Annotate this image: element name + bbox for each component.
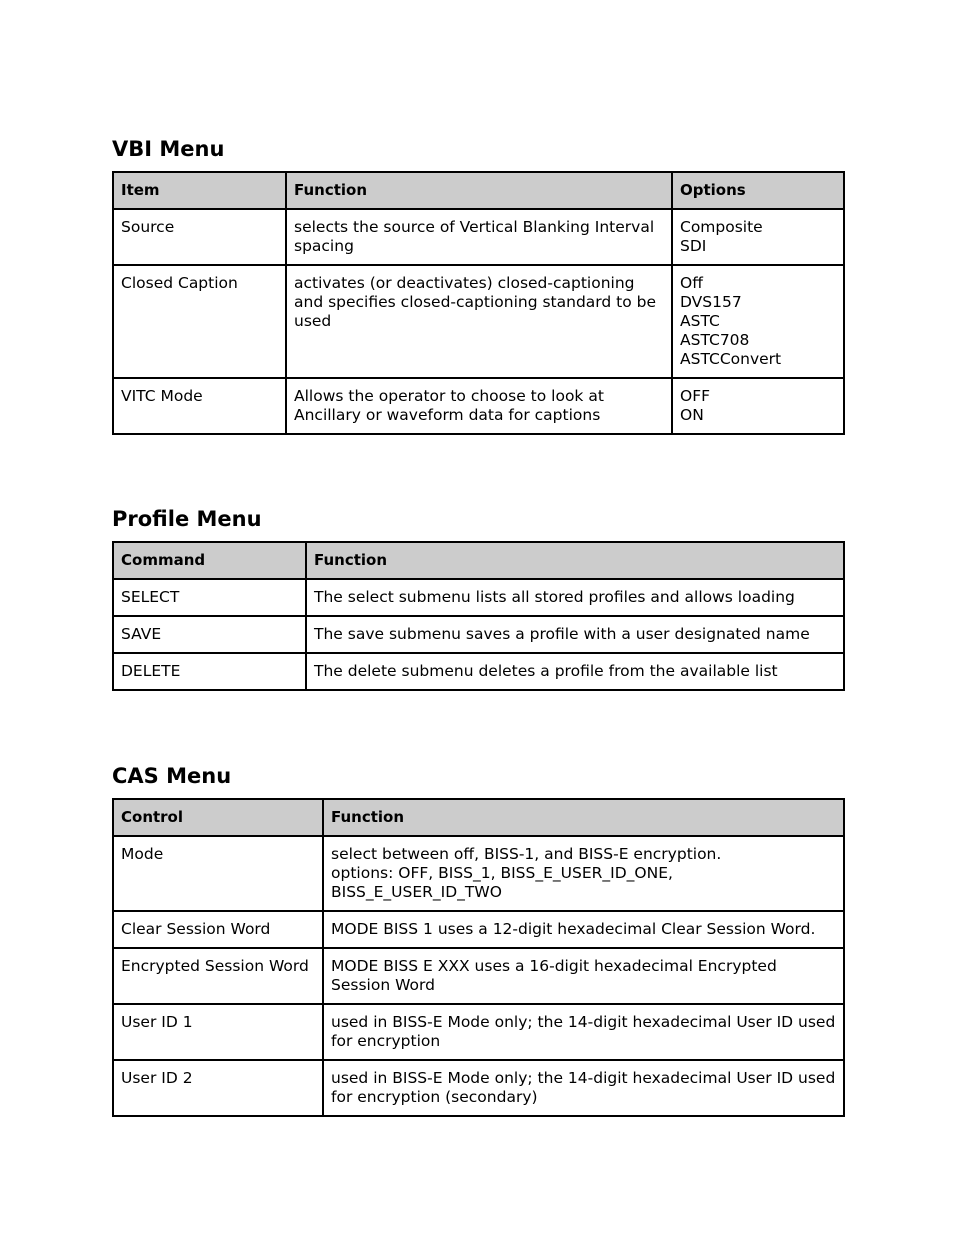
table-header-row	[113, 172, 844, 209]
options-cell: Off DVS157 ASTC ASTC708 ASTCConvert	[672, 265, 844, 378]
table-row	[113, 836, 844, 911]
vbi-menu-title: VBI Menu	[112, 137, 225, 161]
function-cell: The delete submenu deletes a profile from the available list	[306, 653, 844, 690]
function-cell: selects the source of Vertical Blanking Interval spacing	[286, 209, 672, 265]
cas-menu-table	[112, 798, 845, 1117]
function-cell: used in BISS-E Mode only; the 14-digit hexadecimal User ID used for encryption	[323, 1004, 844, 1060]
header-function: Function	[306, 542, 844, 579]
table-row	[113, 616, 844, 653]
command-cell: SELECT	[113, 579, 306, 616]
header-function: Function	[286, 172, 672, 209]
function-cell: The save submenu saves a profile with a user designated name	[306, 616, 844, 653]
table-row	[113, 579, 844, 616]
table-row	[113, 1004, 844, 1060]
table-row	[113, 1060, 844, 1116]
function-cell: activates (or deactivates) closed-captioning and specifies closed-captioning standard to be used	[286, 265, 672, 378]
item-cell: Closed Caption	[113, 265, 286, 378]
control-cell: Encrypted Session Word	[113, 948, 323, 1004]
item-cell: VITC Mode	[113, 378, 286, 434]
table-row	[113, 209, 844, 265]
table-header-row	[113, 542, 844, 579]
header-function: Function	[323, 799, 844, 836]
table-row	[113, 378, 844, 434]
command-cell: SAVE	[113, 616, 306, 653]
table-row	[113, 911, 844, 948]
options-cell: Composite SDI	[672, 209, 844, 265]
function-cell: used in BISS-E Mode only; the 14-digit hexadecimal User ID used for encryption (secondary)	[323, 1060, 844, 1116]
function-cell: Allows the operator to choose to look at Ancillary or waveform data for captions	[286, 378, 672, 434]
control-cell: User ID 2	[113, 1060, 323, 1116]
control-cell: User ID 1	[113, 1004, 323, 1060]
command-cell: DELETE	[113, 653, 306, 690]
table-row	[113, 653, 844, 690]
profile-menu-title: Profile Menu	[112, 507, 262, 531]
function-cell: select between off, BISS-1, and BISS-E encryption. options: OFF, BISS_1, BISS_E_USER_ID_ONE, BISS_E_USER_ID_TWO	[323, 836, 844, 911]
table-header-row	[113, 799, 844, 836]
control-cell: Clear Session Word	[113, 911, 323, 948]
header-item: Item	[113, 172, 286, 209]
cas-menu-title: CAS Menu	[112, 764, 232, 788]
function-cell: The select submenu lists all stored profiles and allows loading	[306, 579, 844, 616]
vbi-menu-table	[112, 171, 845, 435]
item-cell: Source	[113, 209, 286, 265]
header-command: Command	[113, 542, 306, 579]
table-row	[113, 265, 844, 378]
profile-menu-table	[112, 541, 845, 691]
table-row	[113, 948, 844, 1004]
control-cell: Mode	[113, 836, 323, 911]
function-cell: MODE BISS 1 uses a 12-digit hexadecimal Clear Session Word.	[323, 911, 844, 948]
options-cell: OFF ON	[672, 378, 844, 434]
header-control: Control	[113, 799, 323, 836]
header-options: Options	[672, 172, 844, 209]
function-cell: MODE BISS E XXX uses a 16-digit hexadecimal Encrypted Session Word	[323, 948, 844, 1004]
